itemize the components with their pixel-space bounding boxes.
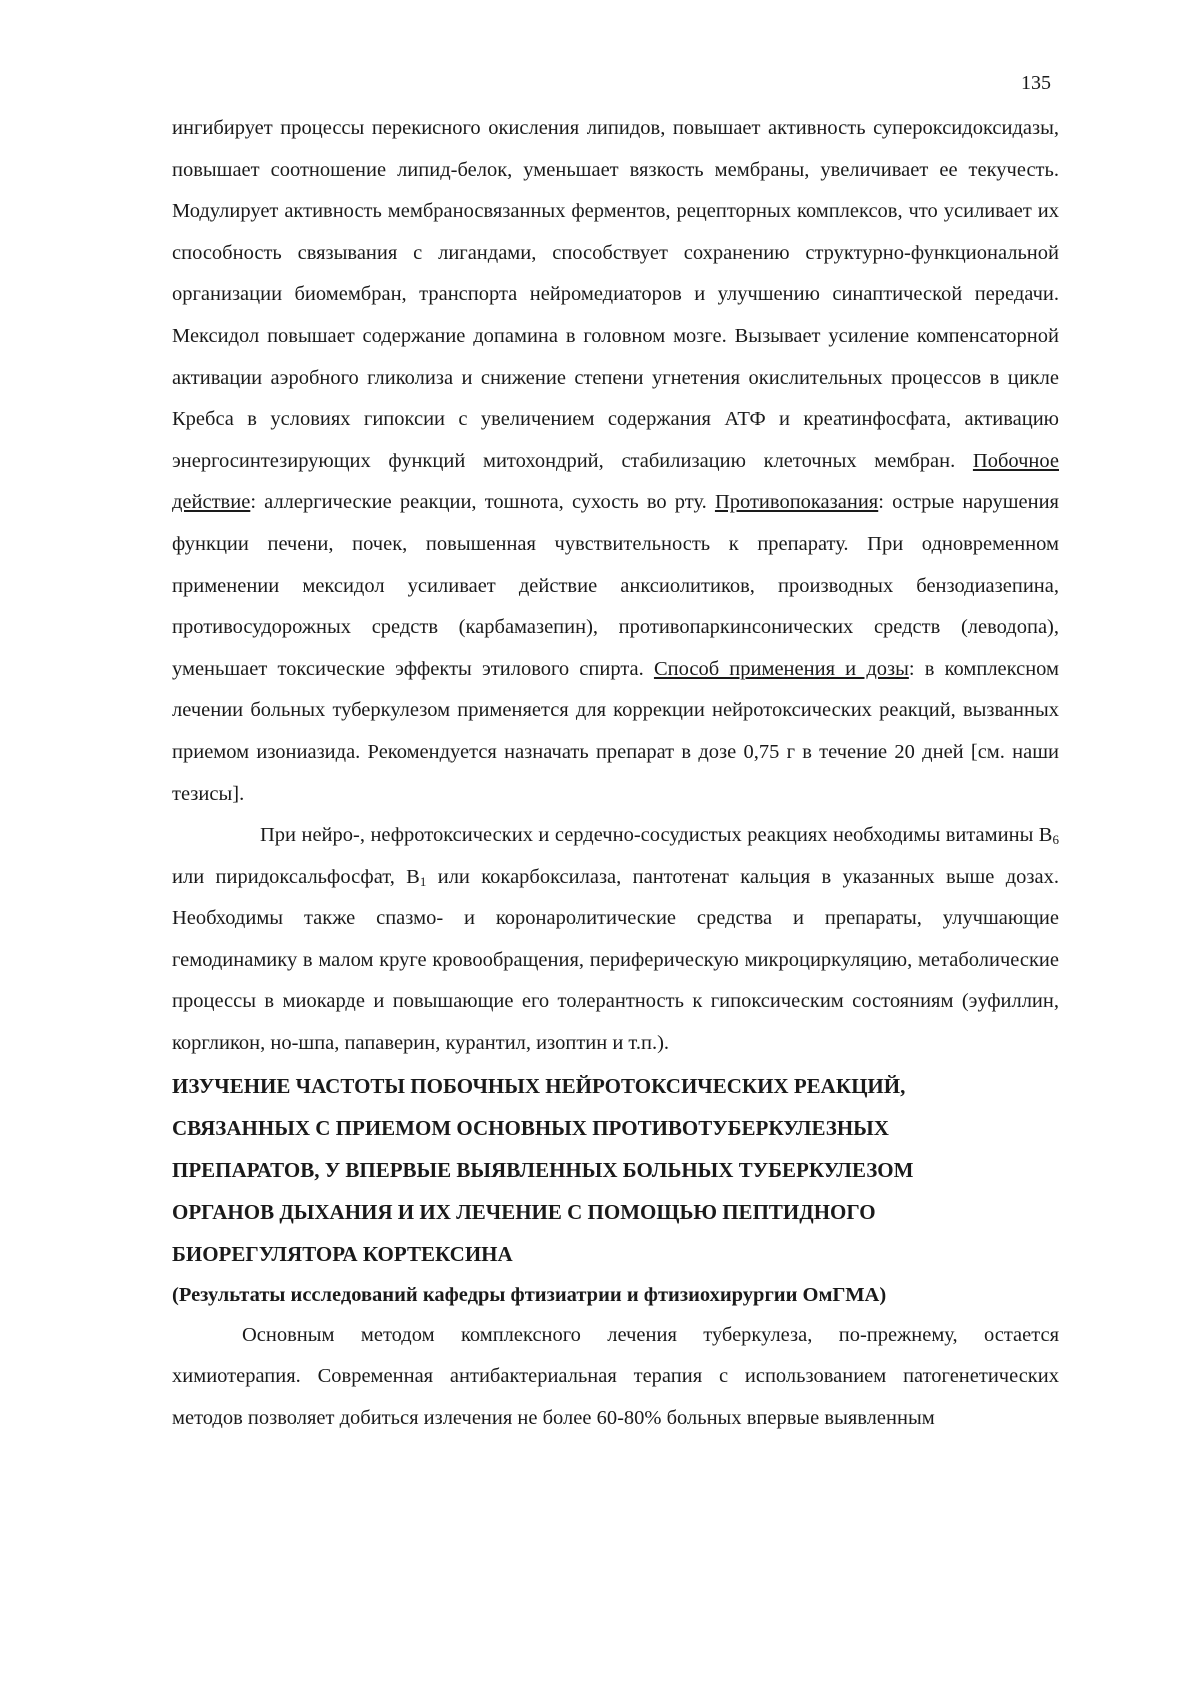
paragraph-text: : в комплексном лечении больных туберкулезом применяется для коррекции нейротоксических реакций, вызванных приемом изониазида. Рекомендуется назначать препарат в дозе 0,75 г в течение 20 дней [см. наши тезисы]. [172,657,1059,805]
paragraph-mexidol [172,108,1059,815]
dosage-label: Способ применения и дозы [653,657,909,680]
heading-line: ИЗУЧЕНИЕ ЧАСТОТЫ ПОБОЧНЫХ НЕЙРОТОКСИЧЕСКИХ РЕАКЦИЙ, [172,1073,906,1098]
subscript: 1 [419,873,427,889]
heading-line: СВЯЗАННЫХ С ПРИЕМОМ ОСНОВНЫХ ПРОТИВОТУБЕРКУЛЕЗНЫХ [172,1115,889,1140]
section-heading [172,1065,1059,1275]
paragraph-vitamins [172,815,1059,1065]
paragraph-text: или кокарбоксилаза, пантотенат кальция в указанных выше дозах. Необходимы также спазмо- и коронаролитические средства и препараты, улучшающие гемодинамику в малом круге кровообращения, периферическую микроциркуляцию, метаболические процессы в миокарде и повышающие его толерантность к гипоксическим состояниям (эуфиллин, коргликон, но-шпа, папаверин, курантил, изоптин и т.п.). [172,865,1059,1055]
contraindications-label: Противопоказания [714,491,879,514]
section-subheading: (Результаты исследований кафедры фтизиатрии и фтизиохирургии ОмГМА) [172,1283,887,1306]
paragraph-text: При нейро-, нефротоксических и сердечно-сосудистых реакциях необходимы витамины В [260,824,1053,847]
side-effects-label: Побочное действие [172,449,1059,514]
heading-line: ОРГАНОВ ДЫХАНИЯ И ИХ ЛЕЧЕНИЕ С ПОМОЩЬЮ ПЕПТИДНОГО [172,1199,876,1224]
heading-line: БИОРЕГУЛЯТОРА КОРТЕКСИНА [172,1241,513,1266]
paragraph-text: ингибирует процессы перекисного окисления липидов, повышает активность супероксидоксидазы, повышает соотношение липид-белок, уменьшает вязкость мембраны, увеличивает ее текучесть. Модулирует активность мембраносвязанных ферментов, рецепторных комплексов, что усиливает их способность связывания с лигандами, способствует сохранению структурно-функциональной организации биомембран, транспорта нейромедиаторов и улучшению синаптической передачи. Мексидол повышает содержание допамина в головном мозге. Вызывает усиление компенсаторной активации аэробного гликолиза и снижение степени угнетения окислительных процессов в цикле Кребса в условиях гипоксии с увеличением содержания АТФ и креатинфосфата, активацию энергосинтезирующих функций митохондрий, стабилизацию клеточных мембран. [172,117,1059,472]
page-number: 135 [1021,72,1051,94]
paragraph-text: : аллергические реакции, тошнота, сухость во рту. [250,491,715,514]
paragraph-text: или пиридоксальфосфат, В [172,865,420,888]
paragraph-chemotherapy: Основным методом комплексного лечения туберкулеза, по-прежнему, остается химиотерапия. Современная антибактериальная терапия с использованием патогенетических методов позволяет добиться излечения не более 60-80% больных впервые выявленным [172,1323,1059,1429]
page-body [172,108,1059,1439]
paragraph-text: : острые нарушения функции печени, почек, повышенная чувствительность к препарату. При одновременном применении мексидол усиливает действие анксиолитиков, производных бензодиазепина, противосудорожных средств (карбамазепин), противопаркинсонических средств (леводопа), уменьшает токсические эффекты этилового спирта. [172,491,1059,680]
heading-line: ПРЕПАРАТОВ, У ВПЕРВЫЕ ВЫЯВЛЕННЫХ БОЛЬНЫХ ТУБЕРКУЛЕЗОМ [172,1157,914,1182]
subscript: 6 [1052,832,1059,848]
